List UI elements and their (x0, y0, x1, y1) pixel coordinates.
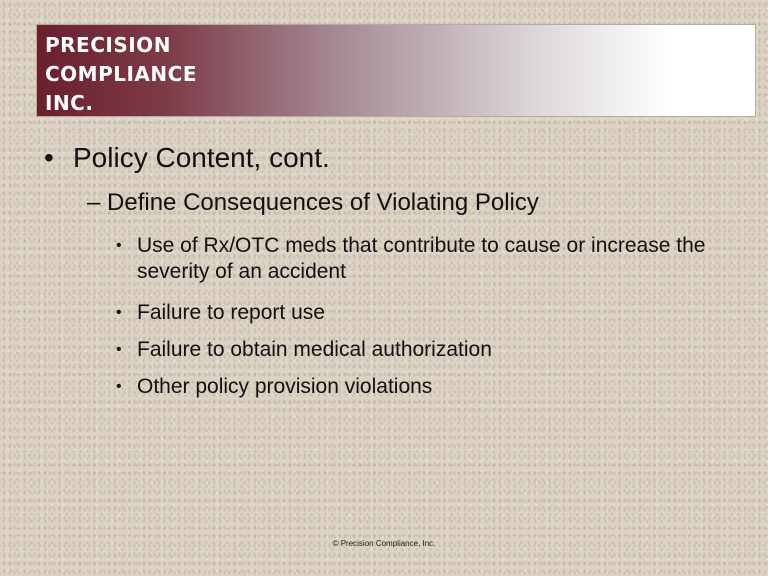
bullet-icon: • (116, 341, 122, 358)
bullet-icon: • (116, 304, 122, 321)
logo-line-1: PRECISION (45, 33, 171, 57)
list-item-text: Use of Rx/OTC meds that contribute to cause or increase the severity of an accident (137, 234, 706, 283)
level2-item (87, 189, 539, 217)
company-logo (45, 31, 197, 118)
slide-heading: Policy Content, cont. (73, 142, 330, 173)
logo-line-3: INC. (45, 91, 94, 115)
dash-icon: – (87, 189, 101, 216)
bullet-icon: • (44, 142, 54, 173)
sub-heading: Define Consequences of Violating Policy (107, 189, 539, 216)
header-banner (36, 24, 756, 117)
list-item-text: Failure to obtain medical authorization (137, 338, 492, 361)
list-item-text: Failure to report use (137, 301, 325, 324)
bullet-icon: • (116, 378, 122, 395)
logo-line-2: COMPLIANCE (45, 62, 197, 86)
copyright-footer: © Precision Compliance, Inc. (332, 539, 436, 548)
bullet-icon: • (116, 237, 122, 254)
list-item-text: Other policy provision violations (137, 375, 433, 398)
